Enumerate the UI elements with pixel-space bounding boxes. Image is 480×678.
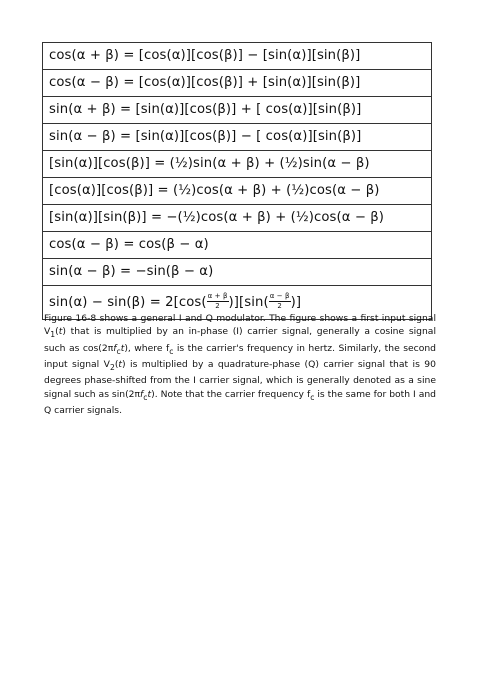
identity-row: cos(α + β) = [cos(α)][cos(β)] − [sin(α)][sin(β)] xyxy=(43,43,432,70)
fraction-numerator: α + β xyxy=(207,291,228,300)
text-run: ). Note that the carrier frequency f xyxy=(151,388,311,400)
trig-identity-table xyxy=(42,42,432,320)
text-run: is the same for both I and Q carrier signals. xyxy=(44,388,436,416)
identity-suffix: )] xyxy=(290,295,302,310)
identity-row: sin(α − β) = [sin(α)][cos(β)] − [ cos(α)][sin(β)] xyxy=(43,124,432,151)
fraction-denominator: 2 xyxy=(277,301,282,310)
subscript: c xyxy=(310,392,315,402)
text-run: ( xyxy=(55,326,59,338)
text-run: ) is multiplied by a quadrature-phase (Q) carrier signal that is 90 degrees phase-shifted from the I carrier signal, which is generally denoted as a sine signal such as sin(2π xyxy=(44,358,436,400)
subscript: 2 xyxy=(109,362,115,372)
identity-middle: )][sin( xyxy=(228,295,269,310)
fraction-denominator: 2 xyxy=(215,301,220,310)
italic-variable: t xyxy=(120,342,125,354)
subscript: 1 xyxy=(50,330,56,340)
text-run: is the carrier's frequency in hertz. Similarly, the second input signal V xyxy=(44,342,436,370)
subscript: c xyxy=(116,346,121,356)
identity-row: [sin(α)][cos(β)] = (½)sin(α + β) + (½)sin(α − β) xyxy=(43,151,432,178)
identity-row: cos(α − β) = cos(β − α) xyxy=(43,232,432,259)
text-run: ( xyxy=(114,358,119,370)
fraction-numerator: α − β xyxy=(269,291,290,300)
identity-row: [sin(α)][sin(β)] = −(½)cos(α + β) + (½)cos(α − β) xyxy=(43,205,432,232)
subscript: c xyxy=(143,392,148,402)
italic-variable: f xyxy=(140,388,144,400)
identity-row: [cos(α)][cos(β)] = (½)cos(α + β) + (½)cos(α − β) xyxy=(43,178,432,205)
identity-row: cos(α − β) = [cos(α)][cos(β)] + [sin(α)][sin(β)] xyxy=(43,70,432,97)
subscript: c xyxy=(169,346,174,356)
italic-variable: t xyxy=(118,358,123,370)
body-paragraph xyxy=(44,312,436,417)
text-run: ), where f xyxy=(124,342,170,354)
fraction-alpha-minus-beta xyxy=(269,293,291,310)
italic-variable: t xyxy=(58,326,63,338)
identity-prefix: sin(α) − sin(β) = 2[cos( xyxy=(49,295,207,310)
fraction-alpha-plus-beta xyxy=(207,293,229,310)
text-run: Figure 16-8 shows a general I and Q modulator. The figure shows a first input signal V xyxy=(44,313,436,338)
italic-variable: f xyxy=(113,342,117,354)
identity-row: sin(α − β) = −sin(β − α) xyxy=(43,259,432,286)
identity-row: sin(α + β) = [sin(α)][cos(β)] + [ cos(α)][sin(β)] xyxy=(43,97,432,124)
text-run: ) that is multiplied by an in-phase (I) carrier signal, generally a cosine signal such as cos(2π xyxy=(44,326,436,354)
italic-variable: t xyxy=(147,388,152,400)
